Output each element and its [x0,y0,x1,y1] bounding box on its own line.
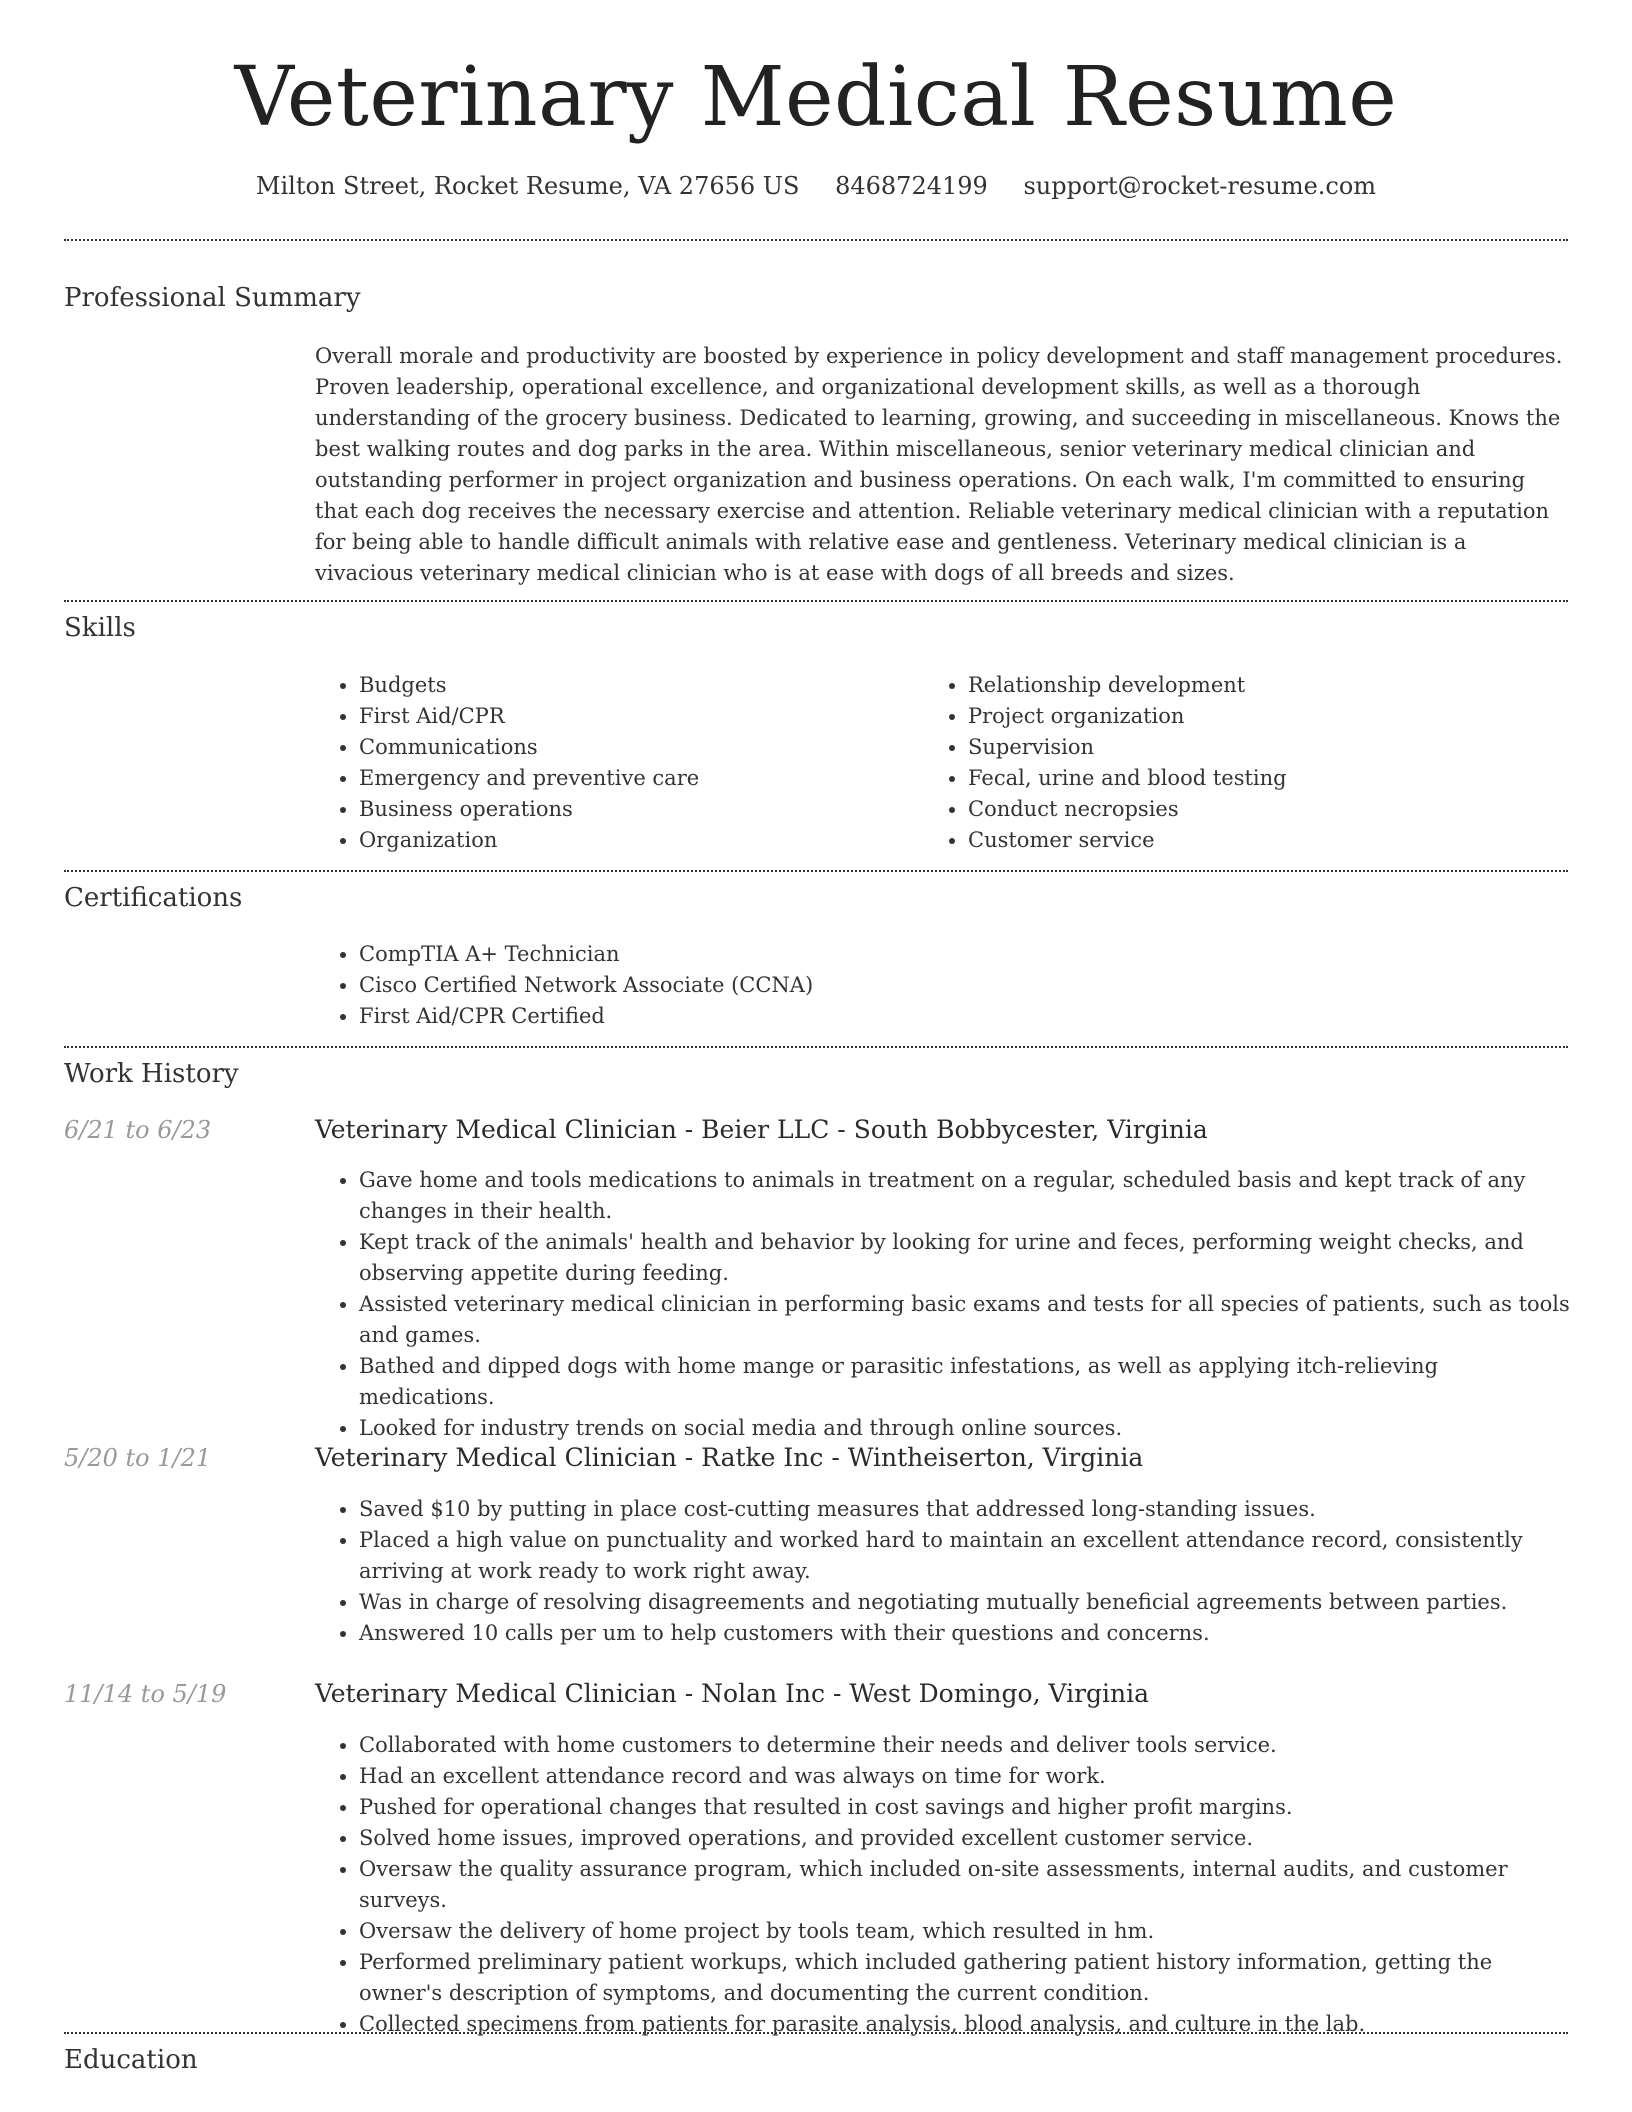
job-dates: 11/14 to 5/19 [64,1680,227,1708]
job-duty: • Placed a high value on punctuality and worked hard to maintain an excellent attendance record, consistently arriving at work ready to work right away. [359,1525,1579,1587]
job-duties-list [315,1730,1579,2040]
skill-item: • Budgets [359,670,919,701]
summary-text: Overall morale and productivity are boosted by experience in policy development and staff management procedures. Proven leadership, operational excellence, and organizational development skills, as well as a thorough understanding of the grocery business. Dedicated to learning, growing, and succeeding in miscellaneous. Knows the best walking routes and dog parks in the area. Within miscellaneous, senior veterinary medical clinician and outstanding performer in project organization and business operations. On each walk, I'm committed to ensuring that each dog receives the necessary exercise and attention. Reliable veterinary medical clinician with a reputation for being able to handle difficult animals with relative ease and gentleness. Veterinary medical clinician is a vivacious veterinary medical clinician who is at ease with dogs of all breeds and sizes. [315,344,1563,585]
job-duties-list [315,1165,1579,1444]
skill-item: • Conduct necropsies [968,794,1568,825]
job-duty: • Was in charge of resolving disagreements and negotiating mutually beneficial agreements between parties. [359,1587,1579,1618]
job-duty: • Collaborated with home customers to determine their needs and deliver tools service. [359,1730,1579,1761]
skill-item: • Supervision [968,732,1568,763]
certifications-list [315,939,1559,1032]
section-divider [64,870,1568,872]
skills-list-left [315,670,919,856]
skills-heading: Skills [64,613,136,643]
certification-item: • Cisco Certified Network Associate (CCNA) [359,970,1559,1001]
skill-item: • Business operations [359,794,919,825]
work-history-heading: Work History [64,1059,239,1089]
job-duty: • Solved home issues, improved operations, and provided excellent customer service. [359,1823,1579,1854]
section-divider [64,2032,1568,2034]
job-title: Veterinary Medical Clinician - Ratke Inc - Wintheiserton, Virginia [315,1443,1144,1472]
contact-phone: 8468724199 [835,172,988,200]
job-duty: • Kept track of the animals' health and behavior by looking for urine and feces, performing weight checks, and observing appetite during feeding. [359,1227,1579,1289]
skill-item: • Emergency and preventive care [359,763,919,794]
certification-item: • First Aid/CPR Certified [359,1001,1559,1032]
certifications-heading: Certifications [64,883,243,913]
job-dates: 5/20 to 1/21 [64,1444,212,1472]
education-heading: Education [64,2045,198,2075]
section-divider [64,239,1568,241]
job-duty: • Oversaw the delivery of home project by tools team, which resulted in hm. [359,1916,1579,1947]
contact-line [0,172,1632,200]
job-duty: • Looked for industry trends on social media and through online sources. [359,1413,1579,1444]
skill-item: • Communications [359,732,919,763]
skill-item: • Customer service [968,825,1568,856]
skill-item: • Fecal, urine and blood testing [968,763,1568,794]
job-dates: 6/21 to 6/23 [64,1116,212,1144]
summary-heading: Professional Summary [64,283,361,313]
job-duty: • Pushed for operational changes that resulted in cost savings and higher profit margins. [359,1792,1579,1823]
contact-email[interactable]: support@rocket-resume.com [1023,172,1377,200]
section-divider [64,600,1568,602]
job-title: Veterinary Medical Clinician - Beier LLC - South Bobbycester, Virginia [315,1115,1208,1144]
job-duty: • Saved $10 by putting in place cost-cutting measures that addressed long-standing issues. [359,1494,1579,1525]
job-duty: • Assisted veterinary medical clinician in performing basic exams and tests for all species of patients, such as tools and games. [359,1289,1579,1351]
section-divider [64,1046,1568,1048]
job-duty: • Collected specimens from patients for parasite analysis, blood analysis, and culture in the lab. [359,2009,1579,2040]
skill-item: • Project organization [968,701,1568,732]
job-duty: • Performed preliminary patient workups, which included gathering patient history information, getting the owner's description of symptoms, and documenting the current condition. [359,1947,1579,2009]
certification-item: • CompTIA A+ Technician [359,939,1559,970]
resume-title: Veterinary Medical Resume [234,50,1398,145]
job-title: Veterinary Medical Clinician - Nolan Inc - West Domingo, Virginia [315,1679,1150,1708]
skill-item: • Relationship development [968,670,1568,701]
job-duty: • Bathed and dipped dogs with home mange or parasitic infestations, as well as applying itch-relieving medications. [359,1351,1579,1413]
job-duty: • Had an excellent attendance record and was always on time for work. [359,1761,1579,1792]
job-duty: • Answered 10 calls per um to help customers with their questions and concerns. [359,1618,1579,1649]
job-duty: • Oversaw the quality assurance program, which included on-site assessments, internal audits, and customer surveys. [359,1854,1579,1916]
contact-address: Milton Street, Rocket Resume, VA 27656 US [255,172,800,200]
job-duties-list [315,1494,1579,1649]
skill-item: • First Aid/CPR [359,701,919,732]
skills-list-right [924,670,1568,856]
job-duty: • Gave home and tools medications to animals in treatment on a regular, scheduled basis and kept track of any changes in their health. [359,1165,1579,1227]
skill-item: • Organization [359,825,919,856]
